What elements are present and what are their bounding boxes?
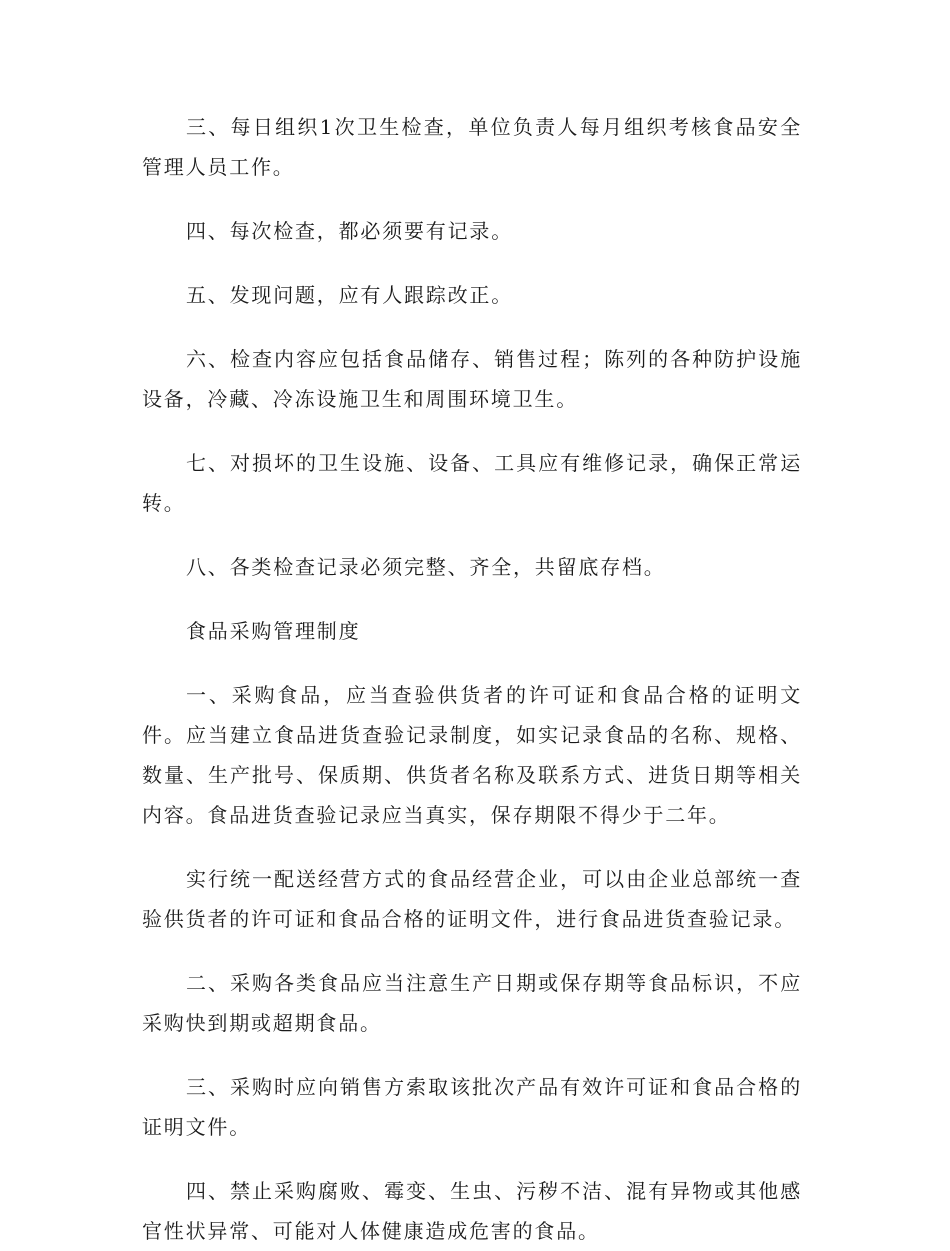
paragraph-inspection-daily: 三、每日组织1次卫生检查，单位负责人每月组织考核食品安全管理人员工作。 [142,115,802,179]
paragraph-record-archive: 八、各类检查记录必须完整、齐全，共留底存档。 [186,555,666,579]
paragraph-certificate-request: 三、采购时应向销售方索取该批次产品有效许可证和食品合格的证明文件。 [142,1075,802,1139]
paragraph-unified-distribution: 实行统一配送经营方式的食品经营企业，可以由企业总部统一查验供货者的许可证和食品合格的证明文件，进行食品进货查验记录。 [142,867,802,931]
paragraph-procurement-verification: 一、采购食品，应当查验供货者的许可证和食品合格的证明文件。应当建立食品进货查验记录制度，如实记录食品的名称、规格、数量、生产批号、保质期、供货者名称及联系方式、进货日期等相关内容。食品进货查验记录应当真实，保存期限不得少于二年。 [142,683,802,827]
paragraph-maintenance-record: 七、对损坏的卫生设施、设备、工具应有维修记录，确保正常运转。 [142,451,802,515]
document-body [142,107,802,1251]
paragraph-inspection-record: 四、每次检查，都必须要有记录。 [186,219,513,243]
paragraph-expiry-check: 二、采购各类食品应当注意生产日期或保存期等食品标识，不应采购快到期或超期食品。 [142,971,802,1035]
paragraph-prohibited-food: 四、禁止采购腐败、霉变、生虫、污秽不洁、混有异物或其他感官性状异常、可能对人体健康造成危害的食品。 [142,1179,802,1243]
paragraph-inspection-content: 六、检查内容应包括食品储存、销售过程；陈列的各种防护设施设备，冷藏、冷冻设施卫生和周围环境卫生。 [142,347,802,411]
section-heading-procurement: 食品采购管理制度 [186,619,361,643]
paragraph-problem-tracking: 五、发现问题，应有人跟踪改正。 [186,283,513,307]
